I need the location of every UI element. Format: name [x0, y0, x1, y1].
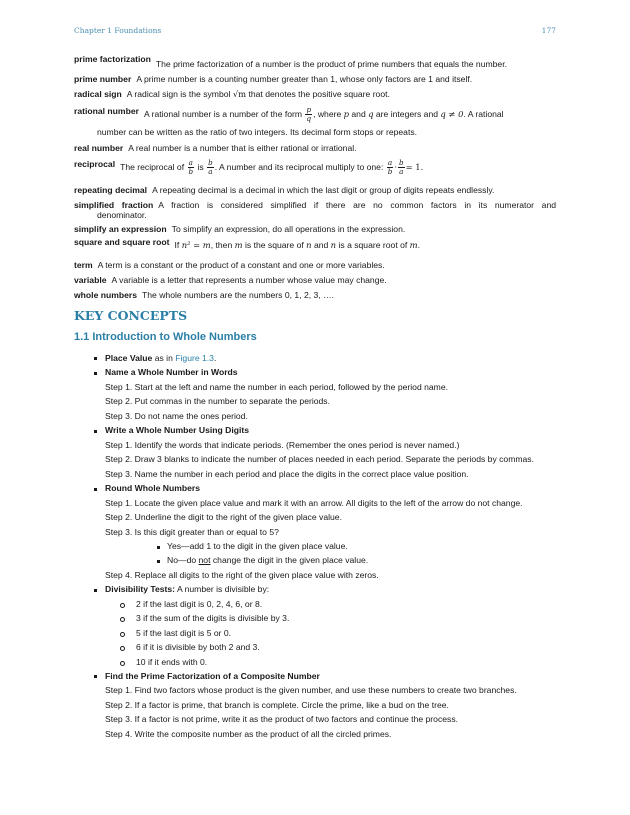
- step-line: Step 1. Start at the left and name the number in each period, followed by the period name.: [105, 382, 449, 392]
- glossary-definition-cont: that denotes the positive square root.: [248, 89, 390, 99]
- glossary-simplified-fraction-line2: denominator.: [97, 210, 147, 220]
- bullet-icon: [94, 430, 97, 433]
- list-item-title: Find the Prime Factorization of a Composite Number: [105, 671, 320, 681]
- glossary-term: reciprocal: [74, 158, 116, 169]
- glossary-definition: A term is a constant or the product of a constant and one or more variables.: [97, 260, 385, 270]
- step-line: Step 3. Name the number in each period and place the digits in the correct place value position.: [105, 469, 469, 479]
- glossary-definition: A radical sign is the symbol: [126, 89, 231, 99]
- glossary-term: prime factorization: [74, 54, 151, 64]
- equation-n-squared: n² = m: [181, 240, 211, 250]
- bullet-icon: [94, 589, 97, 592]
- step-line: Step 3. Do not name the ones period.: [105, 411, 248, 421]
- glossary-definition: To simplify an expression, do all operations in the expression.: [171, 224, 406, 234]
- glossary-real-number: [74, 142, 556, 154]
- divisibility-item: 3 if the sum of the digits is divisible by 3.: [136, 613, 290, 623]
- section-title: 1.1 Introduction to Whole Numbers: [74, 331, 257, 343]
- glossary-term: square and square root: [74, 237, 170, 247]
- sub-item-yes: Yes—add 1 to the digit in the given place value.: [167, 541, 348, 551]
- bullet-icon: [157, 546, 160, 549]
- chapter-header: Chapter 1 Foundations: [74, 26, 162, 35]
- fraction-p-over-q: $\frac{p}{q}$: [306, 105, 312, 123]
- glossary-definition: A real number is a number that is either rational or irrational.: [128, 143, 357, 153]
- bullet-icon: [94, 357, 97, 360]
- fraction-a-over-b: $\frac{a}{b}$: [188, 158, 194, 176]
- circle-bullet-icon: [120, 646, 125, 651]
- glossary-reciprocal: reciprocal The reciprocal of $\frac{a}{b}$ is $\frac{b}{a}$ . A number and its reciprocal multiply to one: $\frac{a}{b}$ · $\frac{b}{a}$ = 1.: [74, 158, 424, 176]
- circle-bullet-icon: [120, 632, 125, 637]
- step-line: Step 1. Locate the given place value and mark it with an arrow. All digits to the left of the arrow do not change.: [105, 498, 523, 508]
- glossary-definition: The reciprocal of: [120, 161, 185, 172]
- step-line: Step 3. If a factor is not prime, write it as the product of two factors and continue the process.: [105, 714, 458, 724]
- glossary-term: radical sign: [74, 89, 122, 99]
- glossary-definition: A rational number is a number of the form: [143, 108, 303, 119]
- step-line: Step 2. Put commas in the number to separate the periods.: [105, 396, 330, 406]
- glossary-term: variable: [74, 275, 107, 285]
- step-line: Step 3. Is this digit greater than or equal to 5?: [105, 527, 279, 537]
- glossary-term: prime number: [74, 74, 132, 84]
- glossary-square-root: square and square root If n² = m, then m is the square of n and n is a square root of m.: [74, 237, 420, 250]
- glossary-definition: A repeating decimal is a decimal in which the last digit or group of digits repeats endlessly.: [152, 185, 495, 195]
- step-line: Step 4. Write the composite number as the product of all the circled primes.: [105, 729, 392, 739]
- glossary-definition: A fraction is considered simplified if there are no common factors in its numerator and: [158, 200, 557, 210]
- glossary-prime-factorization: [74, 56, 556, 68]
- glossary-definition: A variable is a letter that represents a number whose value may change.: [111, 275, 387, 285]
- bullet-icon: [157, 560, 160, 563]
- glossary-rational-number-line2: number can be written as the ratio of two integers. Its decimal form stops or repeats.: [97, 127, 418, 137]
- step-line: Step 2. Underline the digit to the right of the given place value.: [105, 512, 342, 522]
- radical-symbol: √m: [232, 89, 247, 99]
- step-line: Step 2. Draw 3 blanks to indicate the number of places needed in each period. Separate the periods by commas.: [105, 454, 534, 464]
- glossary-rational-number: rational number A rational number is a number of the form $\frac{p}{q}$ , where p and q are integers and q ≠ 0. A rational: [74, 105, 504, 123]
- glossary-term: rational number: [74, 105, 139, 116]
- glossary-repeating-decimal: [74, 184, 556, 196]
- list-item-title: Write a Whole Number Using Digits: [105, 425, 250, 435]
- key-concepts-heading: KEY CONCEPTS: [74, 308, 188, 323]
- glossary-term: simplify an expression: [74, 224, 167, 234]
- glossary-term: real number: [74, 143, 124, 153]
- circle-bullet-icon: [120, 617, 125, 622]
- circle-bullet-icon: [120, 603, 125, 608]
- glossary-term: simplified fraction: [74, 200, 154, 210]
- fraction-b-over-a: $\frac{b}{a}$: [208, 158, 213, 176]
- divisibility-item: 5 if the last digit is 5 or 0.: [136, 628, 232, 638]
- glossary-variable: [74, 274, 556, 286]
- list-item-title: Name a Whole Number in Words: [105, 367, 238, 377]
- circle-bullet-icon: [120, 661, 125, 666]
- glossary-definition: A prime number is a counting number greater than 1, whose only factors are 1 and itself.: [136, 74, 473, 84]
- step-line: Step 4. Replace all digits to the right of the given place value with zeros.: [105, 570, 379, 580]
- glossary-simplify-expression: [74, 223, 556, 235]
- list-item-title: Round Whole Numbers: [105, 483, 201, 493]
- condition-q-not-zero: q ≠ 0: [440, 108, 464, 119]
- glossary-whole-numbers: [74, 289, 556, 301]
- divisibility-item: 10 if it ends with 0.: [136, 657, 208, 667]
- sub-item-no: No—do not change the digit in the given place value.: [167, 555, 369, 565]
- step-line: Step 1. Find two factors whose product is the given number, and use these numbers to create two branches.: [105, 685, 517, 695]
- step-line: Step 1. Identify the words that indicate periods. (Remember the ones period is never named.): [105, 440, 460, 450]
- list-item-place-value: Place Value as in Figure 1.3.: [105, 353, 217, 363]
- glossary-prime-number: [74, 73, 556, 85]
- bullet-icon: [94, 372, 97, 375]
- glossary-term: repeating decimal: [74, 185, 148, 195]
- bullet-icon: [94, 488, 97, 491]
- divisibility-item: 6 if it is divisible by both 2 and 3.: [136, 642, 260, 652]
- bullet-icon: [94, 675, 97, 678]
- glossary-radical-sign: [74, 88, 556, 100]
- glossary-term: whole numbers: [74, 290, 138, 300]
- glossary-definition: The prime factorization of a number is the product of prime numbers that equals the number.: [155, 59, 507, 69]
- glossary-term-entry: [74, 259, 556, 271]
- glossary-term: term: [74, 260, 93, 270]
- step-line: Step 2. If a factor is prime, that branch is complete. Circle the prime, like a bud on the tree.: [105, 700, 449, 710]
- glossary-definition: The whole numbers are the numbers 0, 1, 2, 3, ….: [142, 290, 335, 300]
- figure-link[interactable]: Figure 1.3: [175, 353, 214, 363]
- list-item-divisibility: Divisibility Tests: A number is divisible by:: [105, 584, 270, 594]
- page-number: 177: [541, 26, 556, 35]
- divisibility-item: 2 if the last digit is 0, 2, 4, 6, or 8.: [136, 599, 263, 609]
- equals-one: = 1: [405, 161, 421, 172]
